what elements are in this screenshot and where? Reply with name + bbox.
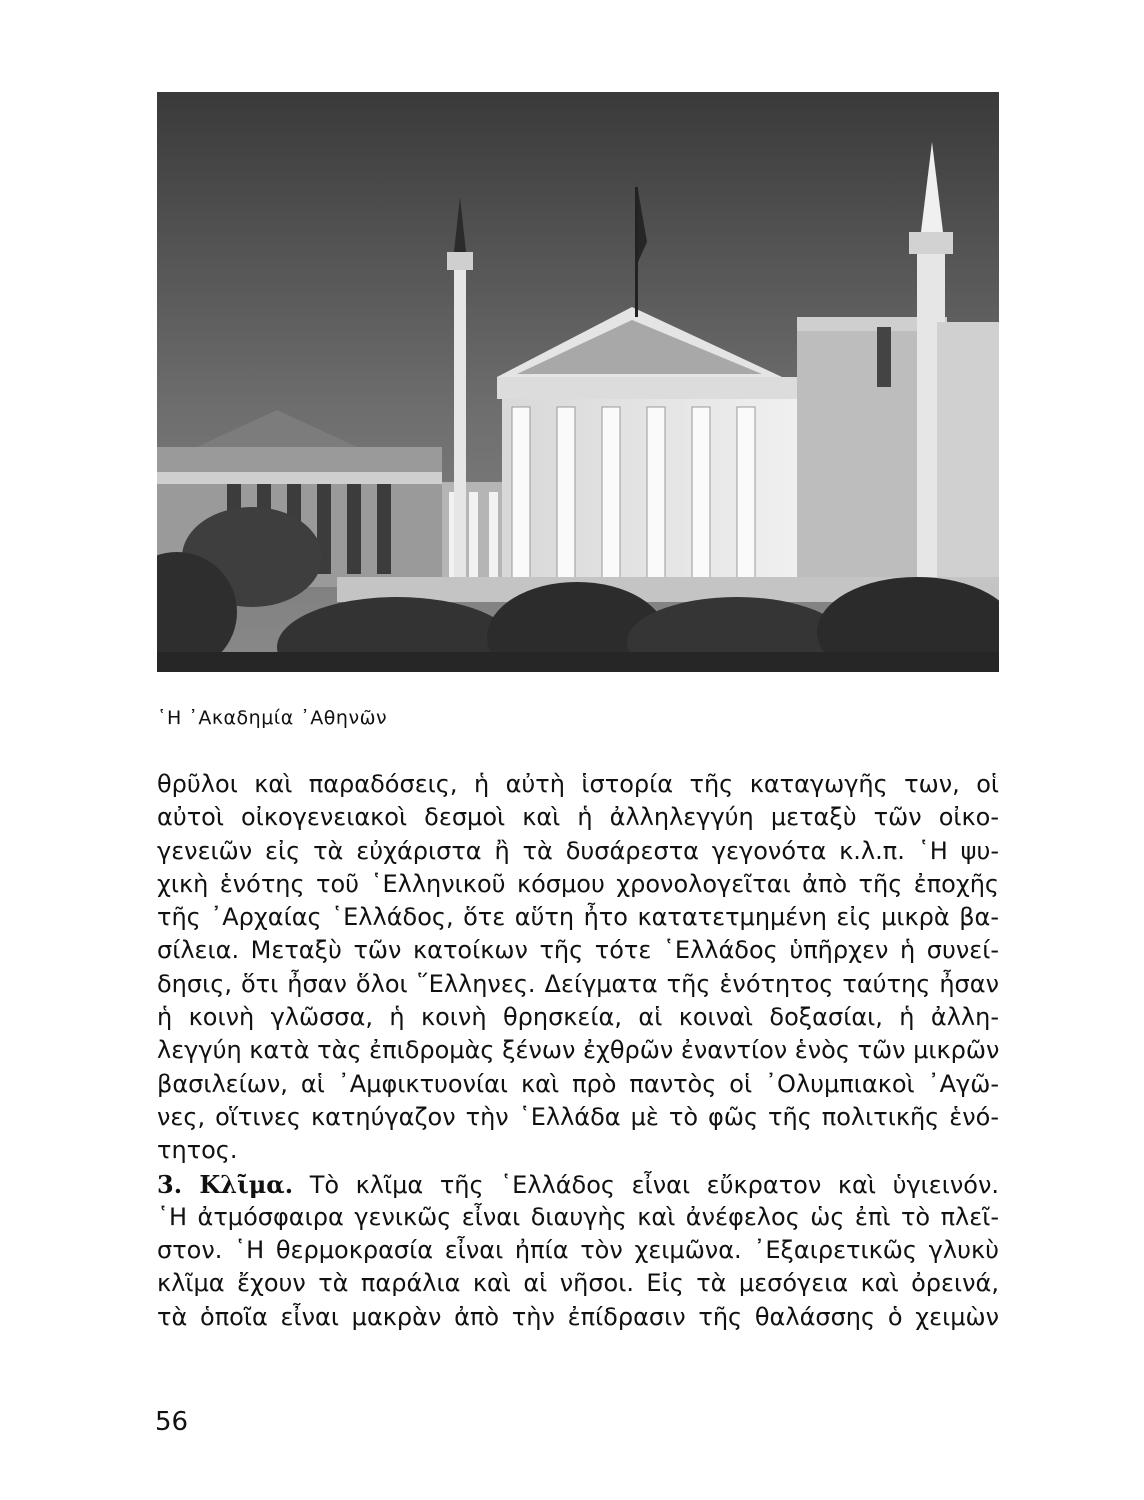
text-line: στον. ῾Η θερμοκρασία εἶναι ἠπία τὸν χειμῶνα. ᾽Εξαιρετικῶς γλυκὺ: [157, 1236, 999, 1265]
text-line: τητος.: [157, 1136, 238, 1165]
section-3-heading: 3. Κλῖμα.: [157, 1169, 294, 1199]
text-line: θρῦλοι καὶ παραδόσεις, ἡ αὐτὴ ἱστορία τῆς καταγωγῆς των, οἱ: [157, 770, 999, 798]
text-line: ῾Η ἀτμόσφαιρα γενικῶς εἶναι διαυγὴς καὶ ἀνέφελος ὡς ἐπὶ τὸ πλεῖ-: [157, 1202, 999, 1231]
text-line: χικὴ ἑνότης τοῦ ῾Ελληνικοῦ κόσμου χρονολογεῖται ἀπὸ τῆς ἐποχῆς: [157, 869, 999, 898]
text-line: τῆς ᾽Αρχαίας ῾Ελλάδος, ὅτε αὕτη ἦτο κατατετμημένη εἰς μικρὰ βα-: [157, 903, 999, 932]
section-3-first-line-text: Τὸ κλῖμα τῆς ῾Ελλάδος εἶναι εὔκρατον καὶ ὑγιεινόν.: [309, 1170, 999, 1199]
text-line: ἡ κοινὴ γλῶσσα, ἡ κοινὴ θρησκεία, αἱ κοιναὶ δοξασίαι, ἡ ἀλλη-: [157, 1003, 999, 1032]
academy-photo-drawing: [157, 92, 999, 672]
text-line: λεγγύη κατὰ τὰς ἐπιδρομὰς ξένων ἐχθρῶν ἐναντίον ἑνὸς τῶν μικρῶν: [157, 1036, 1000, 1065]
text-line: γενειῶν εἰς τὰ εὐχάριστα ἢ τὰ δυσάρεστα γεγονότα κ.λ.π. ῾Η ψυ-: [157, 836, 999, 865]
text-line: νες, οἵτινες κατηύγαζον τὴν ῾Ελλάδα μὲ τὸ φῶς τῆς πολιτικῆς ἑνό-: [157, 1102, 999, 1131]
text-line: τὰ ὁποῖα εἶναι μακρὰν ἀπὸ τὴν ἐπίδρασιν τῆς θαλάσσης ὁ χειμὼν: [157, 1302, 999, 1331]
text-line: βασιλείων, αἱ ᾽Αμφικτυονίαι καὶ πρὸ παντὸς οἱ ᾽Ολυμπιακοὶ ᾽Αγῶ-: [157, 1069, 999, 1098]
text-line: κλῖμα ἔχουν τὰ παράλια καὶ αἱ νῆσοι. Εἰς τὰ μεσόγεια καὶ ὀρεινά,: [157, 1269, 999, 1298]
body-text: [157, 768, 999, 1334]
photo-caption: ῾Η ᾽Ακαδημία ᾽Αθηνῶν: [157, 707, 388, 729]
text-line: σίλεια. Μεταξὺ τῶν κατοίκων τῆς τότε ῾Ελλάδος ὑπῆρχεν ἡ συνεί-: [157, 936, 999, 965]
text-line: αὐτοὶ οἰκογενειακοὶ δεσμοὶ καὶ ἡ ἀλληλεγγύη μεταξὺ τῶν οἰκο-: [157, 803, 999, 832]
section-3-first-line: [157, 1168, 999, 1201]
academy-photo: [157, 92, 999, 672]
page-number: 56: [155, 1407, 189, 1437]
text-line: δησις, ὅτι ἦσαν ὅλοι ῞Ελληνες. Δείγματα τῆς ἑνότητος ταύτης ἦσαν: [157, 969, 999, 998]
